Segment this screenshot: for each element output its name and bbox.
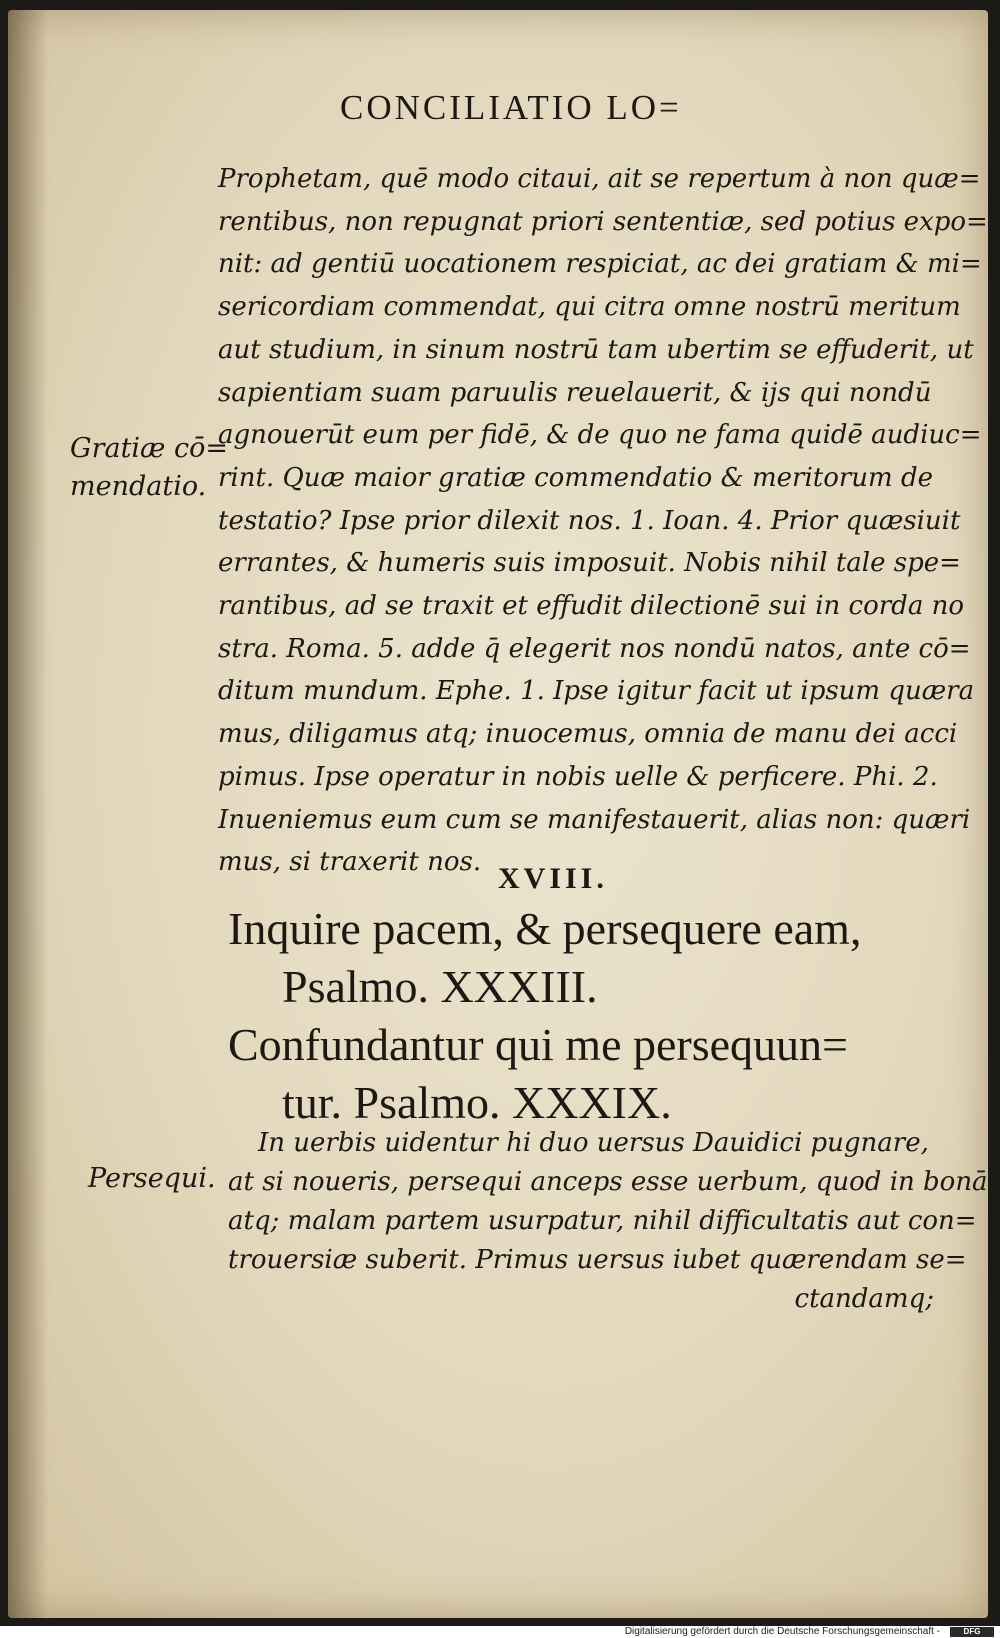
text-line: sapientiam suam paruulis reuelauerit, & ijs qui nondū bbox=[218, 377, 932, 408]
marginal-note-gratiae bbox=[70, 430, 228, 506]
text-line: mus, diligamus atq; inuocemus, omnia de manu dei acci bbox=[218, 719, 958, 750]
footer-credit: Digitalisierung gefördert durch die Deutsche Forschungsgemeinschaft - bbox=[624, 1626, 940, 1637]
text-line: aut studium, in sinum nostrū tam ubertim se effuderit, ut bbox=[218, 334, 974, 365]
running-head: CONCILIATIO LO= bbox=[340, 88, 682, 127]
text-line: rantibus, ad se traxit et effudit dilectionē sui in corda no bbox=[218, 591, 964, 622]
paragraph-1 bbox=[218, 158, 988, 884]
text-line: sericordiam commendat, qui citra omne nostrū meritum bbox=[218, 292, 961, 323]
marginal-line: Gratiæ cō= bbox=[70, 433, 229, 464]
text-line: Inueniemus eum cum se manifestauerit, alias non: quæri bbox=[218, 804, 971, 835]
text-line: ditum mundum. Ephe. 1. Ipse igitur facit ut ipsum quæra bbox=[218, 676, 975, 707]
spine-shadow bbox=[8, 10, 48, 1618]
marginal-note-persequi: Persequi. bbox=[88, 1163, 216, 1194]
text-line: errantes, & humeris suis imposuit. Nobis nihil tale spe= bbox=[218, 548, 961, 579]
verse-1-line-1: Inquire pacem, & persequere eam, bbox=[228, 903, 862, 954]
text-line: agnouerūt eum per fidē, & de quo ne fama quidē audiuc= bbox=[218, 420, 982, 451]
marginal-line: mendatio. bbox=[70, 471, 207, 502]
text-line: rint. Quæ maior gratiæ commendatio & meritorum de bbox=[218, 462, 933, 493]
text-line: atq; malam partem usurpatur, nihil difficultatis aut con= bbox=[228, 1206, 977, 1236]
footer-bar bbox=[0, 1626, 1000, 1638]
text-line: testatio? Ipse prior dilexit nos. 1. Ioan. 4. Prior quæsiuit bbox=[218, 505, 961, 536]
verse-2-line-1: Confundantur qui me persequun= bbox=[228, 1019, 848, 1070]
verse-1-line-2: Psalmo. XXXIII. bbox=[282, 961, 598, 1012]
text-line: mus, si traxerit nos. bbox=[218, 847, 482, 878]
paragraph-2 bbox=[228, 1124, 988, 1319]
text-line: trouersiæ suberit. Primus uersus iubet quærendam se= bbox=[228, 1245, 967, 1275]
verse-2-line-2: tur. Psalmo. XXXIX. bbox=[282, 1077, 672, 1128]
text-line: Prophetam, quē modo citaui, ait se repertum à non quæ= bbox=[218, 164, 981, 194]
text-line: In uerbis uidentur hi duo uersus Dauidici pugnare, bbox=[258, 1128, 929, 1158]
dfg-logo: DFG bbox=[950, 1627, 994, 1637]
text-line: ctandamq; bbox=[794, 1284, 934, 1314]
text-line: stra. Roma. 5. adde q̄ elegerit nos nondū natos, ante cō= bbox=[218, 633, 971, 664]
text-line: pimus. Ipse operatur in nobis uelle & perficere. Phi. 2. bbox=[218, 761, 938, 792]
text-line: nit: ad gentiū uocationem respiciat, ac dei gratiam & mi= bbox=[218, 249, 982, 280]
section-number: XVIII. bbox=[498, 862, 608, 895]
text-line: rentibus, non repugnat priori sententiæ, sed potius expo= bbox=[218, 206, 988, 237]
text-line: at si noueris, persequi anceps esse uerbum, quod in bonā bbox=[228, 1167, 988, 1197]
